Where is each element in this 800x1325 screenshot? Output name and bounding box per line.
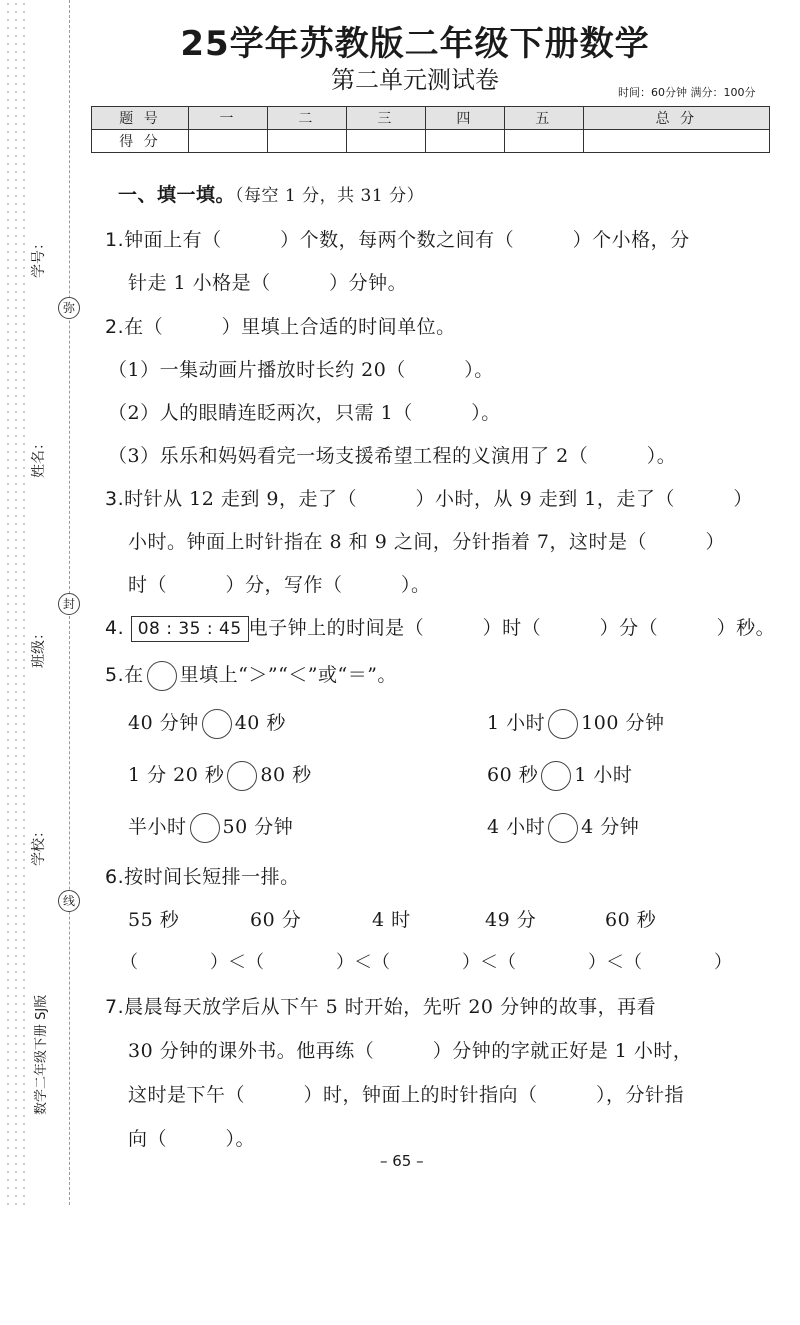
score-header-cell: 四: [425, 107, 504, 130]
q4-text: 电子钟上的时间是（ ）时（ ）分（ ）秒。: [248, 617, 776, 639]
score-cell[interactable]: [504, 130, 583, 153]
name-label: 姓名：: [31, 436, 47, 478]
compare-circle[interactable]: [548, 709, 578, 739]
score-header-cell: 二: [267, 107, 346, 130]
compare-left: 4 小时: [487, 816, 546, 838]
q5-number: 5.: [105, 664, 125, 686]
compare-right: 50 分钟: [222, 816, 294, 838]
compare-left: 半小时: [128, 816, 187, 838]
compare-right: 100 分钟: [581, 712, 665, 734]
compare-left: 1 小时: [487, 712, 546, 734]
binding-margin: [0, 0, 75, 1205]
score-header-cell: 总 分: [583, 107, 769, 130]
q1-text: 钟面上有（ ）个数，每两个数之间有（ ）个小格，分: [124, 229, 690, 251]
score-header-cell: 三: [346, 107, 425, 130]
q3-number: 3.: [105, 488, 125, 510]
compare-circle[interactable]: [202, 709, 232, 739]
compare-item: [128, 708, 286, 739]
q3-line1: [105, 484, 753, 511]
score-table: [91, 106, 770, 153]
q7-line1: [105, 992, 656, 1019]
score-header-cell: 五: [504, 107, 583, 130]
compare-left: 60 秒: [487, 764, 539, 786]
time-info: 时间：60分钟 满分：100分: [618, 86, 756, 99]
section-note: （每空 1 分，共 31 分）: [235, 186, 425, 206]
compare-circle[interactable]: [227, 761, 257, 791]
compare-item: [128, 760, 312, 791]
compare-circle-sample: [147, 661, 177, 691]
compare-left: 40 分钟: [128, 712, 199, 734]
dot-pattern: [4, 0, 28, 1205]
score-cell[interactable]: [189, 130, 268, 153]
q6-item: 60 秒: [605, 909, 657, 931]
q6-line: [105, 862, 300, 889]
score-table-score-row: [92, 130, 770, 153]
seal-mi: 弥: [58, 297, 80, 319]
q7-line4: 向（ ）。: [128, 1128, 256, 1150]
score-table-header-row: [92, 107, 770, 130]
q2-text: 在（ ）里填上合适的时间单位。: [124, 316, 456, 338]
score-header-cell: 一: [189, 107, 268, 130]
compare-left: 1 分 20 秒: [128, 764, 225, 786]
compare-item: [487, 812, 639, 843]
q1-line2: 针走 1 小格是（ ）分钟。: [128, 272, 408, 294]
q3-line2: 小时。钟面上时针指在 8 和 9 之间，分针指着 7，这时是（ ）: [128, 531, 725, 553]
student-id-label: 学号：: [31, 236, 47, 278]
q7-text: 晨晨每天放学后从下午 5 时开始，先听 20 分钟的故事，再看: [124, 996, 657, 1018]
q6-text: 按时间长短排一排。: [124, 866, 300, 888]
q6-item: 55 秒: [128, 909, 180, 931]
page-number: – 65 –: [380, 1152, 424, 1170]
score-header-cell: 题 号: [92, 107, 189, 130]
q3-line3: 时（ ）分，写作（ ）。: [128, 574, 431, 596]
q6-number: 6.: [105, 866, 125, 888]
q6-item: 4 时: [372, 909, 411, 931]
page-subtitle: 第二单元测试卷: [331, 66, 499, 94]
digital-clock-display: 08 : 35 : 45: [131, 616, 249, 642]
q2-number: 2.: [105, 316, 125, 338]
q5-intro-a: 在: [124, 664, 144, 686]
score-cell[interactable]: [346, 130, 425, 153]
q1-number: 1.: [105, 229, 125, 251]
q2-sub1: （1）一集动画片播放时长约 20（ ）。: [108, 359, 494, 381]
q5-intro-b: 里填上“＞”“＜”或“＝”。: [179, 664, 397, 686]
q6-item: 49 分: [485, 909, 537, 931]
compare-circle[interactable]: [190, 813, 220, 843]
q5-intro: [105, 660, 397, 691]
seal-feng: 封: [58, 593, 80, 615]
page-title: 25学年苏教版二年级下册数学: [180, 24, 650, 64]
seal-xian: 线: [58, 890, 80, 912]
compare-circle[interactable]: [548, 813, 578, 843]
section-title: 一、填一填。: [118, 184, 236, 206]
q1-line1: [105, 225, 690, 252]
school-label: 学校：: [31, 824, 47, 866]
class-label: 班级：: [31, 626, 47, 668]
q2-sub3: （3）乐乐和妈妈看完一场支援希望工程的义演用了 2（ ）。: [108, 445, 677, 467]
compare-right: 80 秒: [260, 764, 312, 786]
q7-line3: 这时是下午（ ）时，钟面上的时针指向（ ），分针指: [128, 1084, 685, 1106]
book-tag: 数学二年级下册 SJ版: [34, 994, 49, 1115]
score-cell[interactable]: [425, 130, 504, 153]
q6-item: 60 分: [250, 909, 302, 931]
q2-sub2: （2）人的眼睛连眨两次，只需 1（ ）。: [108, 402, 501, 424]
compare-right: 4 分钟: [581, 816, 640, 838]
compare-right: 1 小时: [574, 764, 633, 786]
compare-item: [487, 760, 632, 791]
section-heading: [118, 180, 424, 207]
score-cell[interactable]: [267, 130, 346, 153]
compare-right: 40 秒: [234, 712, 286, 734]
compare-item: [487, 708, 664, 739]
q4-number: 4.: [105, 617, 125, 639]
compare-item: [128, 812, 293, 843]
q3-text: 时针从 12 走到 9，走了（ ）小时，从 9 走到 1，走了（ ）: [124, 488, 753, 510]
score-row-label: 得 分: [92, 130, 189, 153]
compare-circle[interactable]: [541, 761, 571, 791]
q4-line: [105, 613, 775, 642]
q2-line1: [105, 312, 456, 339]
q7-line2: 30 分钟的课外书。他再练（ ）分钟的字就正好是 1 小时，: [128, 1040, 693, 1062]
q6-order-line: （ ）＜（ ）＜（ ）＜（ ）＜（ ）: [120, 952, 732, 973]
q7-number: 7.: [105, 996, 125, 1018]
score-cell[interactable]: [583, 130, 769, 153]
